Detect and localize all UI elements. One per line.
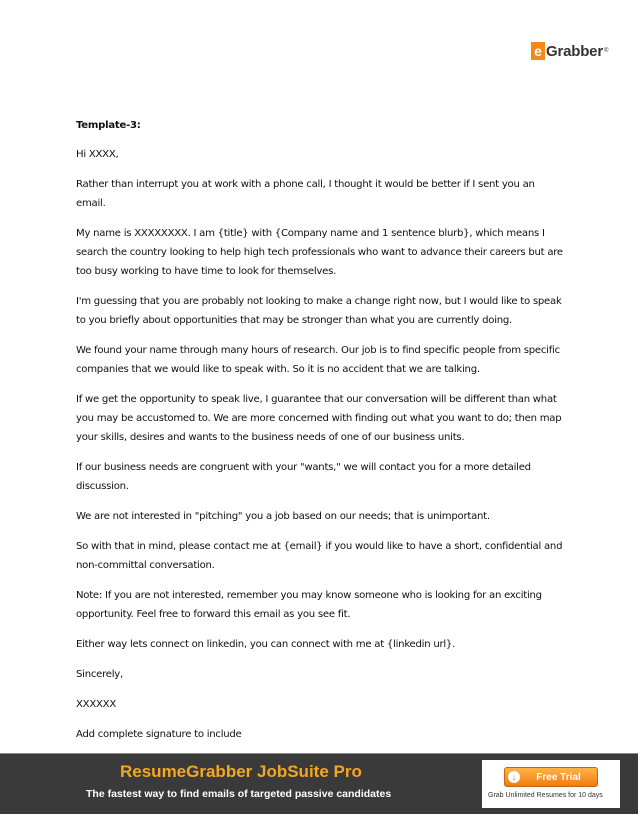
closing: Sincerely, bbox=[76, 669, 123, 680]
letter-body bbox=[76, 116, 566, 755]
free-trial-button[interactable] bbox=[504, 767, 598, 787]
download-icon: ↓ bbox=[508, 771, 520, 783]
signature-placeholder: XXXXXX bbox=[76, 699, 116, 710]
paragraph: So with that in mind, please contact me at {email} if you would like to have a short, confidential and non-committal conversation. bbox=[76, 541, 563, 571]
paragraph: We are not interested in "pitching" you a job based on our needs; that is unimportant. bbox=[76, 511, 490, 522]
template-title: Template-3: bbox=[76, 120, 141, 131]
logo-trademark: ® bbox=[603, 48, 609, 54]
free-trial-caption: Grab Unlimited Resumes for 10 days bbox=[488, 792, 603, 799]
signature-note: Add complete signature to include bbox=[76, 729, 242, 740]
paragraph: My name is XXXXXXXX. I am {title} with {Company name and 1 sentence blurb}, which means I search the country looking to help high tech professionals who want to advance their careers but are too busy working to have time to look for themselves. bbox=[76, 228, 563, 277]
free-trial-banner bbox=[482, 760, 620, 808]
paragraph: Rather than interrupt you at work with a phone call, I thought it would be better if I sent you an email. bbox=[76, 179, 535, 209]
promo-footer bbox=[0, 753, 638, 814]
paragraph: Either way lets connect on linkedin, you can connect with me at {linkedin url}. bbox=[76, 639, 456, 650]
logo-word: Grabber bbox=[546, 42, 603, 60]
paragraph-greeting: Hi XXXX, bbox=[76, 149, 119, 160]
paragraph: I'm guessing that you are probably not looking to make a change right now, but I would like to speak to you briefly about opportunities that may be stronger than what you are currently doing. bbox=[76, 296, 562, 326]
free-trial-label: Free Trial bbox=[536, 771, 581, 783]
footer-subtitle: The fastest way to find emails of targeted passive candidates bbox=[86, 788, 392, 800]
footer-title: ResumeGrabber JobSuite Pro bbox=[120, 762, 362, 781]
logo-letter: e bbox=[531, 42, 545, 60]
paragraph: Note: If you are not interested, remember you may know someone who is looking for an exciting opportunity. Feel free to forward this email as you see fit. bbox=[76, 590, 542, 620]
paragraph: If we get the opportunity to speak live, I guarantee that our conversation will be different than what you may be accustomed to. We are more concerned with finding out what you want to do; then map your skills, desires and wants to the business needs of one of our business units. bbox=[76, 394, 562, 443]
paragraph: We found your name through many hours of research. Our job is to find specific people from specific companies that we would like to speak with. So it is no accident that we are talking. bbox=[76, 345, 560, 375]
egrabber-logo bbox=[531, 40, 608, 62]
paragraph: If our business needs are congruent with your "wants," we will contact you for a more detailed discussion. bbox=[76, 462, 531, 492]
